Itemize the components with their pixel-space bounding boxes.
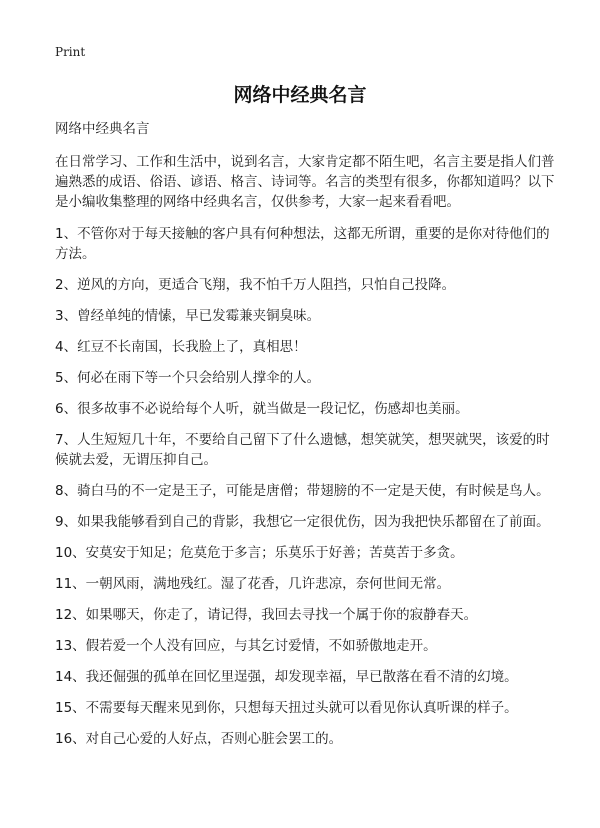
quote-item: 10、安莫安于知足；危莫危于多言；乐莫乐于好善；苦莫苦于多贪。 [55, 545, 464, 561]
quote-item: 6、很多故事不必说给每个人听，就当做是一段记忆，伤感却也美丽。 [55, 401, 469, 417]
quote-item: 15、不需要每天醒来见到你，只想每天扭过头就可以看见你认真听课的样子。 [55, 700, 518, 716]
quote-item: 16、对自己心爱的人好点，否则心脏会罢工的。 [55, 731, 343, 747]
quote-item: 11、一朝风雨，满地残红。湿了花香，几许悲凉，奈何世间无常。 [55, 576, 451, 592]
print-link[interactable]: Print [55, 45, 86, 59]
quote-item: 4、红豆不长南国，长我脸上了，真相思！ [55, 339, 307, 355]
quote-item: 7、人生短短几十年，不要给自己留下了什么遗憾，想笑就笑，想哭就哭，该爱的时候就去爱，无谓压抑自己。 [55, 432, 550, 468]
quote-item: 5、何必在雨下等一个只会给别人撑伞的人。 [55, 370, 321, 386]
quote-item: 2、逆风的方向，更适合飞翔，我不怕千万人阻挡，只怕自己投降。 [55, 277, 456, 293]
page-title: 网络中经典名言 [233, 84, 367, 106]
quote-item: 12、如果哪天，你走了，请记得，我回去寻找一个属于你的寂静春天。 [55, 607, 478, 623]
article-subtitle: 网络中经典名言 [55, 121, 150, 137]
article-body [55, 119, 555, 760]
quote-item: 3、曾经单纯的情愫，早已发霉兼夹铜臭味。 [55, 308, 321, 324]
quote-item: 9、如果我能够看到自己的背影，我想它一定很优伤，因为我把快乐都留在了前面。 [55, 514, 550, 530]
quote-item: 14、我还倔强的孤单在回忆里逞强，却发现幸福，早已散落在看不清的幻境。 [55, 669, 518, 685]
quote-item: 13、假若爱一个人没有回应，与其乞讨爱情，不如骄傲地走开。 [55, 638, 437, 654]
article-intro: 在日常学习、工作和生活中，说到名言，大家肯定都不陌生吧，名言主要是指人们普遍熟悉的成语、俗语、谚语、格言、诗词等。名言的类型有很多，你都知道吗？以下是小编收集整理的网络中经典名言，仅供参考，大家一起来看看吧。 [55, 154, 555, 210]
quote-item: 1、不管你对于每天接触的客户具有何种想法，这都无所谓，重要的是你对待他们的方法。 [55, 226, 550, 262]
quote-item: 8、骑白马的不一定是王子，可能是唐僧；带翅膀的不一定是天使，有时候是鸟人。 [55, 483, 550, 499]
